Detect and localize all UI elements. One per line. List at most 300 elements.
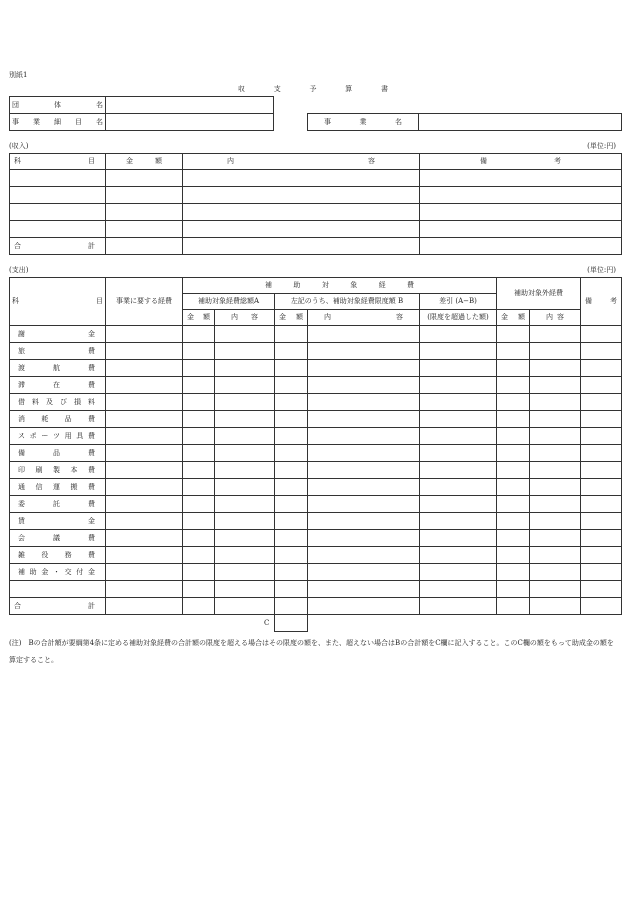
row-amount-non[interactable] (497, 343, 530, 360)
row-content-b[interactable] (308, 326, 420, 343)
expense-row-label (10, 479, 106, 496)
row-diff[interactable] (420, 513, 497, 530)
income-remarks-cell[interactable] (420, 187, 622, 204)
row-amount-b[interactable] (275, 564, 308, 581)
header-char: 金 (187, 313, 194, 321)
row-required[interactable] (106, 411, 183, 428)
row-remarks[interactable] (581, 547, 622, 564)
row-diff[interactable] (420, 360, 497, 377)
row-content-non[interactable] (530, 428, 581, 445)
row-remarks[interactable] (581, 445, 622, 462)
row-amount-a[interactable] (183, 360, 215, 377)
row-content-a[interactable] (215, 462, 275, 479)
income-total-content[interactable] (183, 238, 420, 255)
income-remarks-cell[interactable] (420, 221, 622, 238)
expense-row-label (10, 513, 106, 530)
header-char: 経 (378, 281, 386, 289)
row-content-a[interactable] (215, 496, 275, 513)
label-char: 役 (41, 550, 49, 559)
c-label: C (264, 619, 270, 627)
expense-row-label (10, 428, 106, 445)
row-remarks[interactable] (581, 326, 622, 343)
label-char: 金 (87, 567, 95, 576)
title-char: 予 (309, 85, 317, 93)
header-char: 象 (350, 281, 358, 289)
label-char: 備 (18, 448, 25, 457)
row-required[interactable] (106, 445, 183, 462)
expense-col-subsidy-target (183, 278, 497, 294)
sub-amount-a (183, 310, 215, 326)
header-char: 金 (279, 313, 286, 321)
label-char: 業 (33, 117, 40, 126)
row-amount-b[interactable] (275, 326, 308, 343)
row-amount-a[interactable] (183, 326, 215, 343)
expense-row-label (10, 377, 106, 394)
row-remarks[interactable] (581, 564, 622, 581)
expense-row (10, 377, 622, 394)
expense-row-label (10, 394, 106, 411)
title-char: 支 (273, 85, 281, 93)
label-char: 金 (41, 567, 49, 576)
row-amount-non[interactable] (497, 377, 530, 394)
income-remarks-cell[interactable] (420, 204, 622, 221)
label-char: 具 (76, 431, 84, 440)
label-char: 補 (18, 567, 25, 576)
income-item-cell[interactable] (10, 204, 106, 221)
row-content-non[interactable] (530, 445, 581, 462)
label-char: 滞 (18, 380, 25, 389)
row-required[interactable] (106, 360, 183, 377)
row-amount-a[interactable] (183, 377, 215, 394)
expense-row-label (10, 360, 106, 377)
row-content-b[interactable] (308, 377, 420, 394)
total-row-diff[interactable] (420, 598, 497, 615)
row-amount-b[interactable] (275, 377, 308, 394)
row-amount-non[interactable] (497, 513, 530, 530)
row-amount-b[interactable] (275, 411, 308, 428)
row-required[interactable] (106, 547, 183, 564)
label-char: 及 (46, 397, 53, 406)
note-text: (注) Bの合計額が要綱第4条に定める補助対象経費の合計額の限度を超える場合はその限度の額を、また、超えない場合はBの合計額をC欄に記入すること。このC欄の額をもって助成金の額を算定すること。 (9, 639, 614, 664)
row-content-b[interactable] (308, 343, 420, 360)
label-char: 事 (12, 117, 19, 126)
row-content-b[interactable] (308, 530, 420, 547)
row-content-b[interactable] (308, 496, 420, 513)
label-char: 議 (53, 533, 60, 542)
label-char: 会 (18, 533, 25, 542)
total-row-content-b[interactable] (308, 598, 420, 615)
row-remarks[interactable] (581, 530, 622, 547)
row-amount-b[interactable] (275, 445, 308, 462)
row-amount-a[interactable] (183, 411, 215, 428)
label-char: 合 (14, 241, 21, 250)
header-char: 目 (96, 297, 103, 305)
total-row-remarks[interactable] (581, 598, 622, 615)
row-content-b[interactable] (308, 479, 420, 496)
label-char: 金 (88, 329, 95, 338)
row-required[interactable] (106, 326, 183, 343)
row-content-b[interactable] (308, 394, 420, 411)
label-char: 在 (53, 380, 60, 389)
expense-row (10, 547, 622, 564)
row-amount-non[interactable] (497, 360, 530, 377)
expense-row-label (10, 343, 106, 360)
row-content-a[interactable] (215, 360, 275, 377)
project-name-field[interactable] (419, 114, 622, 131)
income-content-cell[interactable] (183, 170, 420, 187)
document-title (238, 84, 388, 94)
income-row (10, 204, 622, 221)
label-char: 信 (35, 482, 43, 491)
row-diff[interactable] (420, 326, 497, 343)
header-char: 内 (546, 313, 554, 321)
row-content-a[interactable] (215, 530, 275, 547)
row-content-non[interactable] (530, 394, 581, 411)
total-row-required[interactable] (106, 598, 183, 615)
row-amount-non[interactable] (497, 496, 530, 513)
row-amount-non[interactable] (497, 530, 530, 547)
title-char: 書 (381, 85, 388, 93)
row-remarks[interactable] (581, 496, 622, 513)
label-char: 用 (64, 431, 72, 440)
row-required[interactable] (106, 343, 183, 360)
row-amount-b[interactable] (275, 581, 308, 598)
income-col-content (183, 154, 420, 170)
row-remarks[interactable] (581, 411, 622, 428)
label-char: 搬 (70, 482, 78, 491)
income-row (10, 170, 622, 187)
income-item-cell[interactable] (10, 221, 106, 238)
row-diff[interactable] (420, 496, 497, 513)
label-char: 委 (18, 499, 25, 508)
row-diff[interactable] (420, 377, 497, 394)
row-content-non[interactable] (530, 513, 581, 530)
expense-row-label (10, 411, 106, 428)
header-char: 金 (501, 313, 509, 321)
row-amount-non[interactable] (497, 479, 530, 496)
label-char: 費 (88, 465, 95, 474)
label-char: 金 (88, 516, 95, 525)
row-content-non[interactable] (530, 326, 581, 343)
income-amount-cell[interactable] (106, 170, 183, 187)
header-char: 科 (12, 297, 19, 305)
label-char: 費 (87, 431, 95, 440)
label-char: ポ (29, 431, 37, 440)
row-content-non[interactable] (530, 377, 581, 394)
header-char: 内 (231, 313, 238, 321)
row-amount-b[interactable] (275, 530, 308, 547)
row-required[interactable] (106, 530, 183, 547)
label-char: ・ (52, 567, 60, 576)
row-content-a[interactable] (215, 343, 275, 360)
row-content-b[interactable] (308, 564, 420, 581)
row-amount-non[interactable] (497, 445, 530, 462)
row-content-b[interactable] (308, 513, 420, 530)
row-amount-b[interactable] (275, 462, 308, 479)
row-amount-b[interactable] (275, 360, 308, 377)
label-char: 品 (53, 448, 60, 457)
row-diff[interactable] (420, 581, 497, 598)
row-content-non[interactable] (530, 360, 581, 377)
income-col-amount (106, 154, 183, 170)
label-char: 費 (88, 363, 95, 372)
header-char: 費 (407, 281, 415, 289)
annex-label: 別紙1 (9, 71, 28, 79)
row-content-a[interactable] (215, 428, 275, 445)
header-char: 備 (585, 297, 593, 305)
c-amount-field[interactable] (274, 614, 308, 632)
row-amount-a[interactable] (183, 394, 215, 411)
row-amount-non[interactable] (497, 326, 530, 343)
row-amount-non[interactable] (497, 428, 530, 445)
label-char: 通 (18, 482, 25, 491)
label-char: 製 (53, 465, 60, 474)
expense-row (10, 513, 622, 530)
row-amount-a[interactable] (183, 428, 215, 445)
row-diff[interactable] (420, 343, 497, 360)
header-char: 補 (265, 281, 272, 289)
row-amount-b[interactable] (275, 496, 308, 513)
row-amount-non[interactable] (497, 462, 530, 479)
total-row-amount-a[interactable] (183, 598, 215, 615)
expense-row (10, 564, 622, 581)
income-total-label (10, 238, 106, 255)
row-required[interactable] (106, 581, 183, 598)
row-amount-a[interactable] (183, 496, 215, 513)
expense-total-label (10, 598, 106, 615)
label-char: 費 (88, 380, 95, 389)
expense-row-label (10, 462, 106, 479)
income-col-item (10, 154, 106, 170)
row-amount-a[interactable] (183, 564, 215, 581)
row-required[interactable] (106, 564, 183, 581)
label-char: 内 (227, 157, 234, 165)
row-content-a[interactable] (215, 547, 275, 564)
row-content-a[interactable] (215, 411, 275, 428)
row-amount-a[interactable] (183, 530, 215, 547)
label-char: 渡 (18, 363, 25, 372)
expense-row (10, 428, 622, 445)
expense-row (10, 445, 622, 462)
row-amount-b[interactable] (275, 513, 308, 530)
income-total-amount[interactable] (106, 238, 183, 255)
program-name-field[interactable] (106, 114, 274, 131)
row-required[interactable] (106, 462, 183, 479)
row-content-non[interactable] (530, 547, 581, 564)
row-required[interactable] (106, 394, 183, 411)
label-char: 借 (18, 397, 25, 406)
expense-row-label (10, 530, 106, 547)
sub-content-b (308, 310, 420, 326)
row-content-non[interactable] (530, 581, 581, 598)
row-remarks[interactable] (581, 428, 622, 445)
expense-table (9, 277, 622, 615)
row-amount-non[interactable] (497, 564, 530, 581)
label-char: 目 (75, 117, 82, 126)
income-content-cell[interactable] (183, 204, 420, 221)
row-required[interactable] (106, 513, 183, 530)
row-content-b[interactable] (308, 360, 420, 377)
row-remarks[interactable] (581, 343, 622, 360)
row-diff[interactable] (420, 530, 497, 547)
expense-col-non-target: 補助対象外経費 (497, 278, 581, 310)
row-remarks[interactable] (581, 479, 622, 496)
group-info-table (9, 96, 274, 131)
sub-content-a (215, 310, 275, 326)
row-amount-non[interactable] (497, 581, 530, 598)
row-content-non[interactable] (530, 343, 581, 360)
sub-content-non (530, 310, 581, 326)
row-content-a[interactable] (215, 479, 275, 496)
label-char: 品 (64, 414, 72, 423)
row-diff[interactable] (420, 462, 497, 479)
sub-amount-b (275, 310, 308, 326)
expense-row (10, 581, 622, 598)
label-char: 費 (88, 482, 95, 491)
row-content-a[interactable] (215, 394, 275, 411)
row-content-non[interactable] (530, 564, 581, 581)
row-amount-non[interactable] (497, 411, 530, 428)
label-char: 目 (88, 157, 95, 165)
row-content-non[interactable] (530, 479, 581, 496)
label-char: 名 (395, 117, 402, 126)
row-amount-b[interactable] (275, 394, 308, 411)
row-amount-a[interactable] (183, 513, 215, 530)
row-required[interactable] (106, 428, 183, 445)
income-content-cell[interactable] (183, 221, 420, 238)
expense-row (10, 411, 622, 428)
label-char: 科 (14, 157, 21, 165)
row-amount-b[interactable] (275, 479, 308, 496)
row-content-a[interactable] (215, 377, 275, 394)
income-item-cell[interactable] (10, 187, 106, 204)
label-char: 容 (368, 157, 375, 165)
row-amount-a[interactable] (183, 547, 215, 564)
expense-row (10, 343, 622, 360)
income-row (10, 221, 622, 238)
expense-col-diff-sub: (限度を超過した額) (420, 310, 497, 326)
row-content-non[interactable] (530, 462, 581, 479)
row-content-a[interactable] (215, 445, 275, 462)
row-amount-a[interactable] (183, 462, 215, 479)
row-diff[interactable] (420, 479, 497, 496)
label-char: 交 (64, 567, 72, 576)
row-content-non[interactable] (530, 530, 581, 547)
income-amount-cell[interactable] (106, 187, 183, 204)
expense-row (10, 394, 622, 411)
row-content-b[interactable] (308, 445, 420, 462)
group-name-field[interactable] (106, 97, 274, 114)
header-char: 助 (293, 281, 301, 289)
row-amount-a[interactable] (183, 445, 215, 462)
row-content-a[interactable] (215, 581, 275, 598)
income-total-remarks[interactable] (420, 238, 622, 255)
row-content-b[interactable] (308, 462, 420, 479)
row-content-a[interactable] (215, 326, 275, 343)
label-char: 刷 (35, 465, 43, 474)
row-diff[interactable] (420, 394, 497, 411)
row-content-b[interactable] (308, 411, 420, 428)
income-content-cell[interactable] (183, 187, 420, 204)
title-char: 算 (345, 85, 353, 93)
row-diff[interactable] (420, 564, 497, 581)
expense-row-label (10, 547, 106, 564)
label-char: 本 (70, 465, 78, 474)
row-amount-b[interactable] (275, 547, 308, 564)
row-required[interactable] (106, 496, 183, 513)
row-amount-non[interactable] (497, 394, 530, 411)
total-row-content-a[interactable] (215, 598, 275, 615)
row-diff[interactable] (420, 445, 497, 462)
row-required[interactable] (106, 479, 183, 496)
row-content-a[interactable] (215, 513, 275, 530)
row-remarks[interactable] (581, 581, 622, 598)
row-remarks[interactable] (581, 394, 622, 411)
expense-col-item (10, 278, 106, 326)
row-diff[interactable] (420, 411, 497, 428)
label-char: 費 (88, 448, 95, 457)
row-remarks[interactable] (581, 462, 622, 479)
row-diff[interactable] (420, 547, 497, 564)
group-name-label (10, 97, 106, 114)
income-amount-cell[interactable] (106, 204, 183, 221)
label-char: 謝 (18, 329, 25, 338)
label-char: 料 (88, 397, 95, 406)
row-content-non[interactable] (530, 411, 581, 428)
row-content-a[interactable] (215, 564, 275, 581)
label-char: 団 (12, 100, 19, 109)
row-amount-a[interactable] (183, 479, 215, 496)
total-row-amount-non[interactable] (497, 598, 530, 615)
label-char: ス (18, 431, 25, 440)
row-content-b[interactable] (308, 428, 420, 445)
income-item-cell[interactable] (10, 170, 106, 187)
title-char: 収 (238, 85, 245, 93)
label-char: 付 (76, 567, 84, 576)
row-content-b[interactable] (308, 547, 420, 564)
row-remarks[interactable] (581, 377, 622, 394)
income-amount-cell[interactable] (106, 221, 183, 238)
income-table (9, 153, 622, 255)
row-amount-non[interactable] (497, 547, 530, 564)
row-amount-a[interactable] (183, 343, 215, 360)
row-required[interactable] (106, 377, 183, 394)
row-content-b[interactable] (308, 581, 420, 598)
header-char: 容 (251, 313, 258, 321)
row-diff[interactable] (420, 428, 497, 445)
row-amount-b[interactable] (275, 343, 308, 360)
sub-amount-non (497, 310, 530, 326)
header-char: 額 (296, 313, 303, 321)
label-char: 体 (54, 100, 61, 109)
row-content-non[interactable] (530, 496, 581, 513)
row-remarks[interactable] (581, 360, 622, 377)
label-char: 損 (74, 397, 81, 406)
label-char: 料 (32, 397, 39, 406)
row-remarks[interactable] (581, 513, 622, 530)
income-remarks-cell[interactable] (420, 170, 622, 187)
expense-section-label: (支出) (9, 266, 29, 274)
row-amount-a[interactable] (183, 581, 215, 598)
total-row-amount-b[interactable] (275, 598, 308, 615)
row-amount-b[interactable] (275, 428, 308, 445)
header-char: 対 (321, 281, 329, 289)
expense-row-label (10, 326, 106, 343)
label-char: 合 (14, 601, 21, 610)
label-char: 耗 (41, 414, 49, 423)
expense-row-label (10, 496, 106, 513)
total-row-content-non[interactable] (530, 598, 581, 615)
